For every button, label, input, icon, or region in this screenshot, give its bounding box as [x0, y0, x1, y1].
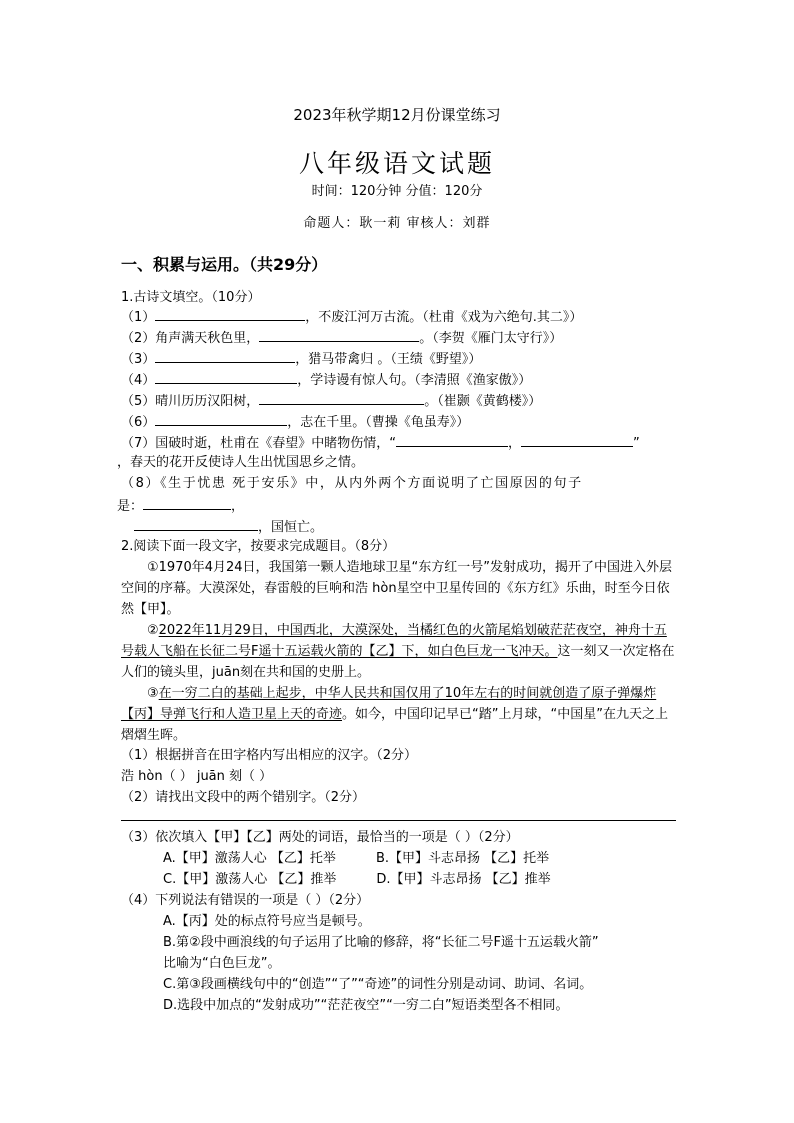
- option-b[interactable]: B.【甲】斗志昂扬 【乙】托举: [375, 851, 550, 866]
- q2-paragraph-3: [121, 683, 676, 746]
- q1-item-5-num: （5）: [121, 394, 156, 409]
- q2-p2-num: ②: [147, 623, 159, 638]
- q1-item-8-label: 是：: [117, 499, 144, 514]
- q1-item-7-text-b: ，: [508, 436, 522, 451]
- answer-blank[interactable]: [143, 495, 231, 510]
- q1-stem: 1.古诗文填空。（10分）: [121, 290, 261, 305]
- q2-sub-3: （3）依次填入【甲】【乙】两处的词语，最恰当的一项是（ ）（2分）: [121, 830, 519, 845]
- q1-item-8-end: ，国恒亡。: [258, 520, 324, 535]
- q2-p3-rest: 。如今，中国印记早已“踏”上月球，“中国星”在九天之上熠熠生晖。: [121, 707, 668, 743]
- time-score: 时间：120分钟 分值：120分: [311, 184, 483, 199]
- q1-item-7-text-c: ”: [633, 436, 640, 451]
- q1-item-2: [121, 327, 673, 349]
- q1-item-2-text: 。（李贺《雁门太守行》）: [419, 331, 563, 346]
- q2-sub-4-option-b-cont: 比喻为“白色巨龙”。: [163, 956, 281, 971]
- q1-item-5-pre: 晴川历历汉阳树，: [155, 394, 260, 409]
- q1-item-6-text: ，志在千里。（曹操《龟虽寿》）: [287, 415, 470, 430]
- q2-paragraph-2: [121, 620, 676, 683]
- q1-item-2-num: （2）: [121, 331, 156, 346]
- q1-item-1-text: ，不废江河万古流。（杜甫《戏为六绝句.其二》）: [305, 310, 583, 325]
- answer-blank[interactable]: [521, 432, 633, 447]
- section-1-heading: 一、积累与运用。（共29分）: [121, 255, 328, 274]
- q1-item-4: [121, 369, 673, 391]
- q2-sub-1: （1）根据拼音在田字格内写出相应的汉字。（2分）: [121, 748, 418, 763]
- answer-blank[interactable]: [396, 432, 508, 447]
- q1-item-8-c: [134, 516, 673, 538]
- q1-item-3: [121, 348, 673, 370]
- q2-sub-4: （4）下列说法有错误的一项是（ ）（2分）: [121, 893, 370, 908]
- q1-item-3-num: （3）: [121, 352, 156, 367]
- q1-item-8-b: [117, 495, 673, 517]
- answer-blank[interactable]: [155, 348, 295, 363]
- q2-p3-underlined: 在一穷二白的基础上起步，中华人民共和国仅用了10年左右的时间就创造了原子弹爆炸【丙】导弹飞行和人造卫星上天的奇迹: [121, 686, 657, 722]
- q1-item-8: （8）《生于忧患 死于安乐》中，从内外两个方面说明了亡国原因的句子: [121, 476, 583, 491]
- q1-item-7: [121, 432, 673, 454]
- option-d[interactable]: D.【甲】斗志昂扬 【乙】推举: [376, 872, 551, 887]
- q2-sub-2: （2）请找出文段中的两个错别字。（2分）: [121, 790, 366, 805]
- exam-title: 八年级语文试题: [298, 149, 495, 178]
- q2-sub-1-answer: 浩 hòn（ ） juān 刻（ ）: [121, 769, 273, 784]
- q2-sub-4-option-a[interactable]: A.【丙】处的标点符号应当是顿号。: [163, 914, 371, 929]
- option-a[interactable]: A.【甲】激荡人心 【乙】托举: [163, 851, 336, 866]
- q2-sub-4-option-d[interactable]: D.选段中加点的“发射成功”“茫茫夜空”“一穷二白”短语类型各不相同。: [163, 998, 569, 1013]
- q1-item-7-cont: ，春天的花开反使诗人生出忧国思乡之情。: [117, 455, 365, 470]
- answer-line[interactable]: [121, 820, 676, 821]
- q2-paragraph-1: ①1970年4月24日，我国第一颗人造地球卫星“东方红一号”发射成功，揭开了中国进入外层空间的序幕。大漠深处，春雷般的巨响和浩 hòn星空中卫星传回的《东方红》乐曲，时至今日依然【甲】。: [121, 560, 673, 617]
- q1-item-6: [121, 411, 673, 433]
- answer-blank[interactable]: [259, 327, 419, 342]
- authors: 命题人：耿一莉 审核人：刘群: [303, 216, 491, 231]
- q2-sub-4-option-b[interactable]: B.第②段中画浪线的句子运用了比喻的修辞，将“长征二号F遥十五运载火箭”: [163, 935, 599, 950]
- q1-item-8-comma: ，: [231, 499, 245, 514]
- q1-item-2-pre: 角声满天秋色里，: [155, 331, 260, 346]
- q1-item-7-text-a: （7）国破时逝，杜甫在《春望》中睹物伤情，“: [121, 436, 397, 451]
- q1-item-1-num: （1）: [121, 310, 156, 325]
- exam-term: 2023年秋学期12月份课堂练习: [293, 106, 501, 124]
- q1-item-4-num: （4）: [121, 373, 156, 388]
- answer-blank[interactable]: [259, 390, 424, 405]
- q2-sub-3-option-cd: [163, 870, 673, 890]
- q1-item-5-text: 。（崔颢《黄鹤楼》）: [424, 394, 542, 409]
- answer-blank[interactable]: [155, 369, 297, 384]
- q2-sub-3-option-ab: [163, 849, 673, 869]
- q2-stem: 2.阅读下面一段文字，按要求完成题目。（8分）: [121, 539, 396, 554]
- q1-item-3-text: ，猎马带禽归 。（王绩《野望》）: [295, 352, 482, 367]
- q1-item-1: [121, 306, 673, 328]
- q1-item-4-text: ，学诗谩有惊人句。（李清照《渔家傲》）: [297, 373, 532, 388]
- q2-p3-num: ③: [147, 686, 159, 701]
- q2-sub-4-option-c[interactable]: C.第③段画横线句中的“创造”“了”“奇迹”的词性分别是动词、助词、名词。: [163, 977, 593, 992]
- option-c[interactable]: C.【甲】激荡人心 【乙】推举: [163, 872, 337, 887]
- answer-blank[interactable]: [155, 411, 287, 426]
- q2-p2-rest: 这一刻又一次定格在人们的镜头里，juān刻在共和国的史册上。: [121, 644, 675, 680]
- answer-blank[interactable]: [134, 516, 258, 531]
- q1-item-6-num: （6）: [121, 415, 156, 430]
- q2-p2-underlined: 2022年11月29日，中国西北，大漠深处，当橘红色的火箭尾焰划破茫茫夜空，神舟十五号载人飞船在长征二号F遥十五运载火箭的【乙】下，如白色巨龙一飞冲天。: [121, 623, 667, 659]
- q1-item-5: [121, 390, 673, 412]
- answer-blank[interactable]: [155, 306, 305, 321]
